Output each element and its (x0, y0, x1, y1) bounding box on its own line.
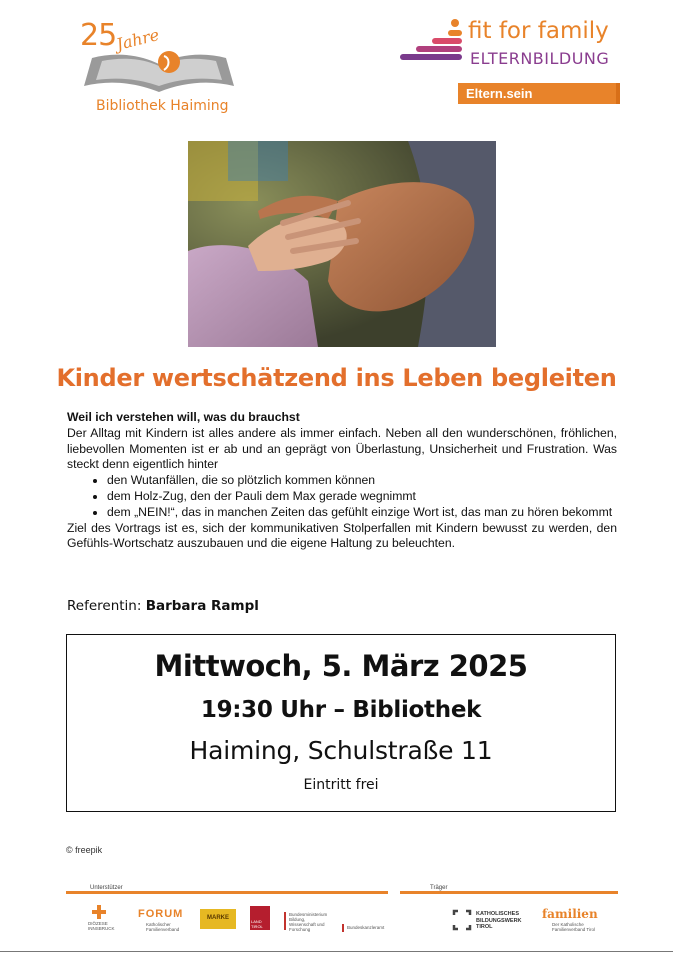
event-time-place: 19:30 Uhr – Bibliothek (200, 697, 482, 723)
bottom-divider (0, 951, 673, 952)
list-item: • den Wutanfällen, die so plötzlich kommen können (107, 473, 617, 489)
supporters-divider (66, 891, 388, 894)
library-logo (78, 16, 238, 120)
event-date: Mittwoch, 5. März 2025 (154, 649, 528, 683)
ministerium-logo: Bundesministerium Bildung, Wissenschaft und Forschung (284, 912, 332, 930)
kbw-frame-icon (452, 909, 472, 931)
speaker-name: Barbara Rampl (145, 598, 259, 614)
land-tirol-logo: LAND TIROL (250, 906, 270, 930)
carriers-label: Träger (430, 885, 448, 891)
supporters-label: Unterstützer (90, 885, 123, 891)
open-book-icon (84, 46, 234, 96)
familien-logo: familien Der Katholische Familienverband Tirol (542, 907, 598, 932)
logo-jahre: Jahre (114, 25, 162, 54)
image-credit: © freepik (66, 845, 103, 855)
hands-photo (188, 141, 496, 347)
event-box (66, 634, 616, 812)
elternbildung-text: ELTERNBILDUNG (470, 49, 610, 68)
kanzleramt-logo: Bundeskanzleramt (342, 924, 394, 932)
cross-icon (92, 905, 106, 919)
dioezese-logo: DIÖZESE INNSBRUCK (88, 905, 122, 935)
kbw-logo: KATHOLISCHES BILDUNGSWERK TIROL (452, 909, 530, 933)
logo-25: 25 (80, 18, 117, 53)
fit-for-family-logo (398, 18, 623, 108)
library-name: Bibliothek Haiming (96, 98, 229, 114)
forum-logo: FORUM Katholischer Familienverband (138, 908, 184, 932)
marke-logo: MARKE (200, 909, 236, 929)
eltern-sein-tag: Eltern.sein (458, 83, 620, 104)
list-item: • dem Holz-Zug, den der Pauli dem Max gerade wegnimmt (107, 489, 617, 505)
fit-for-family-text: fit for family (468, 18, 609, 44)
intro-paragraph: Der Alltag mit Kindern ist alles andere als immer einfach. Neben all den wunderschönen, fröhlichen, liebevollen Momenten ist er ab und an geprägt von Überlastung, Unsicherheit und Frustration. Was steckt denn eigentlich hinter (67, 425, 617, 472)
bullet-list (67, 473, 617, 520)
speaker-line (67, 598, 259, 614)
event-address: Haiming, Schulstraße 11 (189, 736, 493, 765)
body-text (67, 410, 617, 552)
list-item: • dem „NEIN!“, das in manchen Zeiten das gefühlt einzige Wort ist, das man zu hören bekommt (107, 505, 617, 521)
headline: Kinder wertschätzend ins Leben begleiten (56, 364, 617, 392)
stacked-bars-icon (398, 18, 468, 68)
event-entry: Eintritt frei (303, 777, 379, 793)
subtitle: Weil ich verstehen will, was du brauchst (67, 410, 300, 424)
speaker-label: Referentin: (67, 598, 142, 614)
conclusion-paragraph: Ziel des Vortrags ist es, sich der kommunikativen Stolperfallen mit Kindern bewusst zu werden, den Gefühls-Wortschatz auszubauen und die eigene Haltung zu beleuchten. (67, 520, 617, 551)
carriers-divider (400, 891, 618, 894)
